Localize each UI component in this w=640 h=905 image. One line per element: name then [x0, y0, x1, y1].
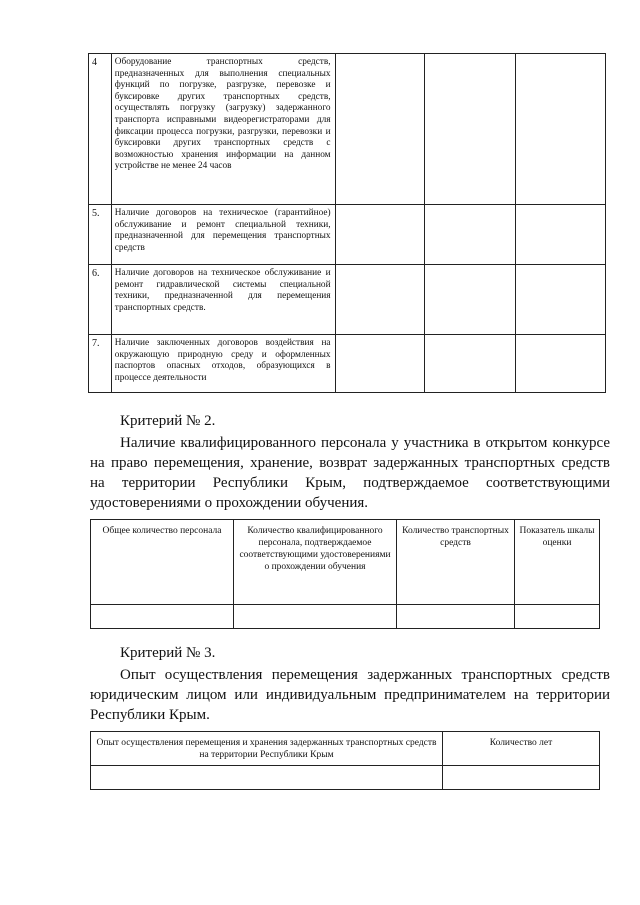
empty-cell [425, 205, 516, 265]
row-number: 6. [89, 265, 112, 335]
empty-cell [91, 766, 443, 790]
table-header-row [91, 520, 600, 605]
empty-cell [335, 335, 424, 393]
empty-cell [425, 265, 516, 335]
table-row [89, 205, 606, 265]
row-text: Наличие договоров на техническое обслуживание и ремонт гидравлической системы специальной техники, предназначенной для перемещения транспортных средств. [111, 265, 335, 335]
criterion-3-text: Опыт осуществления перемещения задержанных транспортных средств юридическим лицом или индивидуальным предпринимателем на территории Республики Крым. [90, 667, 610, 723]
criteria-table-1 [88, 53, 606, 393]
row-number: 5. [89, 205, 112, 265]
row-text: Наличие заключенных договоров воздействия на окружающую природную среду и оформленных паспортов опасных отходов, образующихся в процессе деятельности [111, 335, 335, 393]
empty-cell [425, 335, 516, 393]
table-row [89, 335, 606, 393]
column-header: Опыт осуществления перемещения и хранения задержанных транспортных средств на территории Республики Крым [91, 732, 443, 766]
empty-cell [516, 205, 606, 265]
table-row [89, 54, 606, 205]
column-header: Количество квалифицированного персонала, подтверждаемое соответствующими удостоверениями о прохождении обучения [234, 520, 397, 605]
criterion-3-title: Критерий № 3. [120, 645, 216, 661]
empty-cell [516, 335, 606, 393]
empty-cell [91, 605, 234, 629]
criterion-3-table [90, 731, 600, 790]
row-text: Оборудование транспортных средств, предназначенных для выполнения специальных функций по погрузке, разгрузке, перевозке и буксировке других транспортных средств, осуществлять погрузку (загрузку) задержанного транспорта исправными видеорегистраторами для фиксации процесса погрузки, разгрузки, перевозки и буксировки других транспортных средств с возможностью хранения информации на данном устройстве не менее 24 часов [111, 54, 335, 205]
row-number: 4 [89, 54, 112, 205]
empty-cell [515, 605, 600, 629]
column-header: Количество транспортных средств [397, 520, 515, 605]
column-header: Общее количество персонала [91, 520, 234, 605]
table-header-row [91, 732, 600, 766]
empty-cell [335, 54, 424, 205]
column-header: Показатель шкалы оценки [515, 520, 600, 605]
empty-cell [234, 605, 397, 629]
empty-cell [516, 265, 606, 335]
empty-cell [397, 605, 515, 629]
criterion-2-title: Критерий № 2. [120, 413, 216, 429]
row-number: 7. [89, 335, 112, 393]
table-row [89, 265, 606, 335]
table-row [91, 605, 600, 629]
empty-cell [425, 54, 516, 205]
table-row [91, 766, 600, 790]
criterion-2-text: Наличие квалифицированного персонала у участника в открытом конкурсе на право перемещения, хранение, возврат задержанных транспортных средств на территории Республики Крым, подтверждаемое соответствующими удостоверениями о прохождении обучения. [90, 435, 610, 511]
row-text: Наличие договоров на техническое (гарантийное) обслуживание и ремонт специальной техники, предназначенной для перемещения транспортных средств [111, 205, 335, 265]
empty-cell [335, 205, 424, 265]
criterion-2-table [90, 519, 600, 629]
empty-cell [443, 766, 600, 790]
empty-cell [516, 54, 606, 205]
empty-cell [335, 265, 424, 335]
column-header: Количество лет [443, 732, 600, 766]
